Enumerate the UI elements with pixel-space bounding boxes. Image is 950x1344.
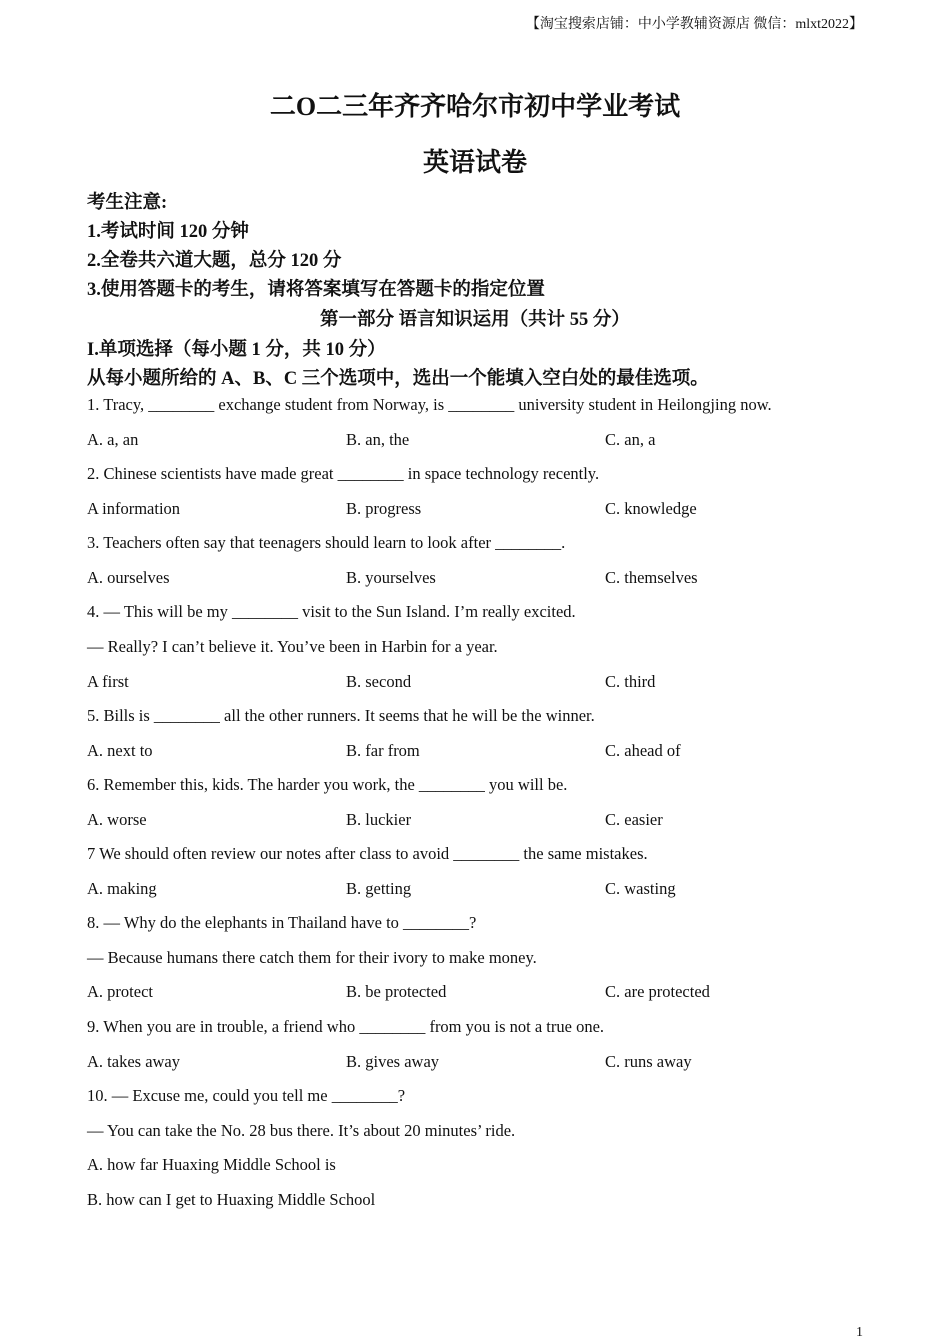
- question-stem: 6. Remember this, kids. The harder you work, the ________ you will be.: [87, 775, 568, 794]
- option-c: C. ahead of: [605, 741, 681, 760]
- option-b: B. be protected: [346, 982, 447, 1001]
- option-c: C. easier: [605, 810, 663, 829]
- option-b: B. yourselves: [346, 568, 436, 587]
- option-b: B. an, the: [346, 430, 410, 449]
- option-b: B. second: [346, 672, 412, 691]
- option-a: A. next to: [87, 741, 153, 760]
- notice-item: 2.全卷共六道大题，总分 120 分: [87, 251, 342, 271]
- question-stem: 9. When you are in trouble, a friend who ________ from you is not a true one.: [87, 1017, 605, 1036]
- section-instruction: 从每小题所给的 A、B、C 三个选项中，选出一个能填入空白处的最佳选项。: [87, 369, 709, 389]
- option-b: B. getting: [346, 879, 412, 898]
- option-c: C. knowledge: [605, 499, 697, 518]
- header-note: 【淘宝搜索店铺：中小学教辅资源店 微信：mlxt2022】: [525, 17, 863, 32]
- question-stem: 2. Chinese scientists have made great ________ in space technology recently.: [87, 464, 600, 483]
- option-a: A. a, an: [87, 430, 139, 449]
- question-stem: 4. — This will be my ________ visit to the Sun Island. I’m really excited.: [87, 602, 576, 621]
- option-c: C. wasting: [605, 879, 676, 898]
- page-number: 1: [856, 1325, 863, 1340]
- option-b: B. progress: [346, 499, 422, 518]
- option-a: A. making: [87, 879, 157, 898]
- option-b: B. how can I get to Huaxing Middle School: [87, 1190, 376, 1209]
- option-c: C. runs away: [605, 1052, 692, 1071]
- part-title: 第一部分 语言知识运用（共计 55 分）: [320, 310, 630, 330]
- question-stem: 1. Tracy, ________ exchange student from Norway, is ________ university student in Heilongjing now.: [87, 395, 772, 414]
- exam-subtitle: 英语试卷: [422, 148, 527, 177]
- option-a: A first: [87, 672, 129, 691]
- option-b: B. luckier: [346, 810, 412, 829]
- question-stem: 3. Teachers often say that teenagers should learn to look after ________.: [87, 533, 566, 552]
- option-a: A. worse: [87, 810, 147, 829]
- question-stem: 5. Bills is ________ all the other runners. It seems that he will be the winner.: [87, 706, 595, 725]
- section-title: I.单项选择（每小题 1 分，共 10 分）: [87, 340, 386, 360]
- question-stem: 7 We should often review our notes after class to avoid ________ the same mistakes.: [87, 844, 648, 863]
- question-stem: 10. — Excuse me, could you tell me ________?: [87, 1086, 406, 1105]
- option-a: A. ourselves: [87, 568, 170, 587]
- question-stem-reply: — Because humans there catch them for their ivory to make money.: [87, 948, 537, 967]
- option-c: C. themselves: [605, 568, 698, 587]
- question-stem: 8. — Why do the elephants in Thailand have to ________?: [87, 913, 477, 932]
- question-stem-reply: — Really? I can’t believe it. You’ve been in Harbin for a year.: [87, 637, 498, 656]
- option-c: C. an, a: [605, 430, 656, 449]
- notice-item: 1.考试时间 120 分钟: [87, 222, 249, 242]
- option-a: A. how far Huaxing Middle School is: [87, 1155, 336, 1174]
- notice-item: 3.使用答题卡的考生，请将答案填写在答题卡的指定位置: [87, 280, 545, 300]
- option-a: A. takes away: [87, 1052, 181, 1071]
- option-b: B. gives away: [346, 1052, 440, 1071]
- option-b: B. far from: [346, 741, 420, 760]
- notice-heading: 考生注意:: [87, 193, 168, 213]
- option-a: A. protect: [87, 982, 153, 1001]
- option-c: C. third: [605, 672, 656, 691]
- exam-title: 二O二三年齐齐哈尔市初中学业考试: [269, 92, 681, 121]
- option-c: C. are protected: [605, 982, 710, 1001]
- option-a: A information: [87, 499, 181, 518]
- question-stem-reply: — You can take the No. 28 bus there. It’s about 20 minutes’ ride.: [87, 1121, 516, 1140]
